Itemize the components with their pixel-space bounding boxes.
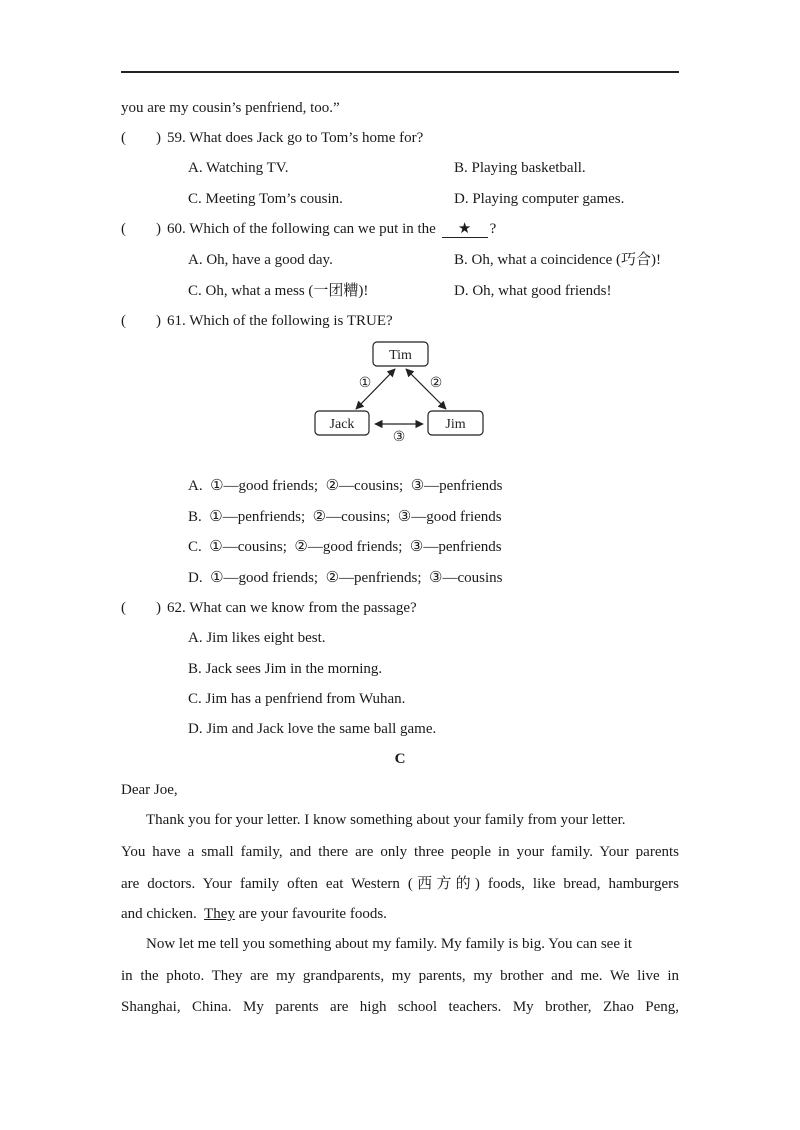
section-heading: C [394, 751, 406, 767]
question-text: 60. Which of the following can we put in the [167, 221, 436, 237]
option-60-c: C. Oh, what a mess (一团糟)! [188, 283, 369, 299]
option-59-d: D. Playing computer games. [454, 191, 625, 207]
node-jack: Jack [329, 417, 355, 432]
option-62-d: D. Jim and Jack love the same ball game. [188, 721, 437, 737]
option-59-b: B. Playing basketball. [454, 160, 586, 176]
answer-paren[interactable]: ( ) [121, 130, 161, 146]
line4-end: are your favourite foods. [234, 906, 387, 922]
answer-paren[interactable]: ( ) [121, 313, 161, 329]
option-61-c: C. ①—cousins; ②—good friends; ③—penfriends [188, 539, 502, 555]
option-60-a: A. Oh, have a good day. [188, 252, 333, 268]
question-text: 62. What can we know from the passage? [167, 600, 417, 616]
star-blank: ★ [442, 221, 488, 238]
node-tim: Tim [389, 348, 412, 363]
continuation-text: you are my cousin’s penfriend, too.” [121, 100, 340, 116]
question-text: 59. What does Jack go to Tom’s home for? [167, 130, 424, 146]
question-59 [121, 128, 423, 148]
letter-line-7: Shanghai, China. My parents are high school teachers. My brother, Zhao Peng, [121, 999, 679, 1015]
question-62 [121, 598, 417, 618]
letter-line-5: Now let me tell you something about my family. My family is big. You can see it [146, 936, 633, 952]
letter-line-3: are doctors. Your family often eat Western (西方的) foods, like bread, hamburgers [121, 876, 679, 892]
letter-line-4 [121, 904, 387, 924]
relationship-diagram [310, 338, 490, 448]
letter-salutation: Dear Joe, [121, 782, 178, 798]
edge-label-1: ① [358, 376, 372, 391]
option-62-a: A. Jim likes eight best. [188, 630, 326, 646]
answer-paren[interactable]: ( ) [121, 221, 161, 237]
option-60-b: B. Oh, what a coincidence (巧合)! [454, 252, 662, 268]
option-62-b: B. Jack sees Jim in the morning. [188, 661, 383, 677]
line4-start: and chicken. [121, 906, 197, 922]
question-61 [121, 311, 393, 331]
option-61-b: B. ①—penfriends; ②—cousins; ③—good friends [188, 509, 502, 525]
option-61-d: D. ①—good friends; ②—penfriends; ③—cousins [188, 570, 503, 586]
edge-label-3: ③ [392, 430, 406, 445]
edge-label-2: ② [429, 376, 443, 391]
header-rule [121, 71, 679, 73]
option-61-a: A. ①—good friends; ②—cousins; ③—penfriends [188, 478, 503, 494]
option-59-c: C. Meeting Tom’s cousin. [188, 191, 343, 207]
question-end: ? [489, 221, 497, 237]
underlined-word: They [204, 906, 235, 922]
letter-line-2: You have a small family, and there are only three people in your family. Your parents [121, 844, 679, 860]
letter-line-6: in the photo. They are my grandparents, my parents, my brother and me. We live in [121, 968, 679, 984]
letter-line-1: Thank you for your letter. I know something about your family from your letter. [146, 812, 626, 828]
answer-paren[interactable]: ( ) [121, 600, 161, 616]
option-60-d: D. Oh, what good friends! [454, 283, 612, 299]
question-60 [121, 219, 496, 239]
node-jim: Jim [445, 417, 466, 432]
question-text: 61. Which of the following is TRUE? [167, 313, 393, 329]
option-62-c: C. Jim has a penfriend from Wuhan. [188, 691, 406, 707]
option-59-a: A. Watching TV. [188, 160, 289, 176]
